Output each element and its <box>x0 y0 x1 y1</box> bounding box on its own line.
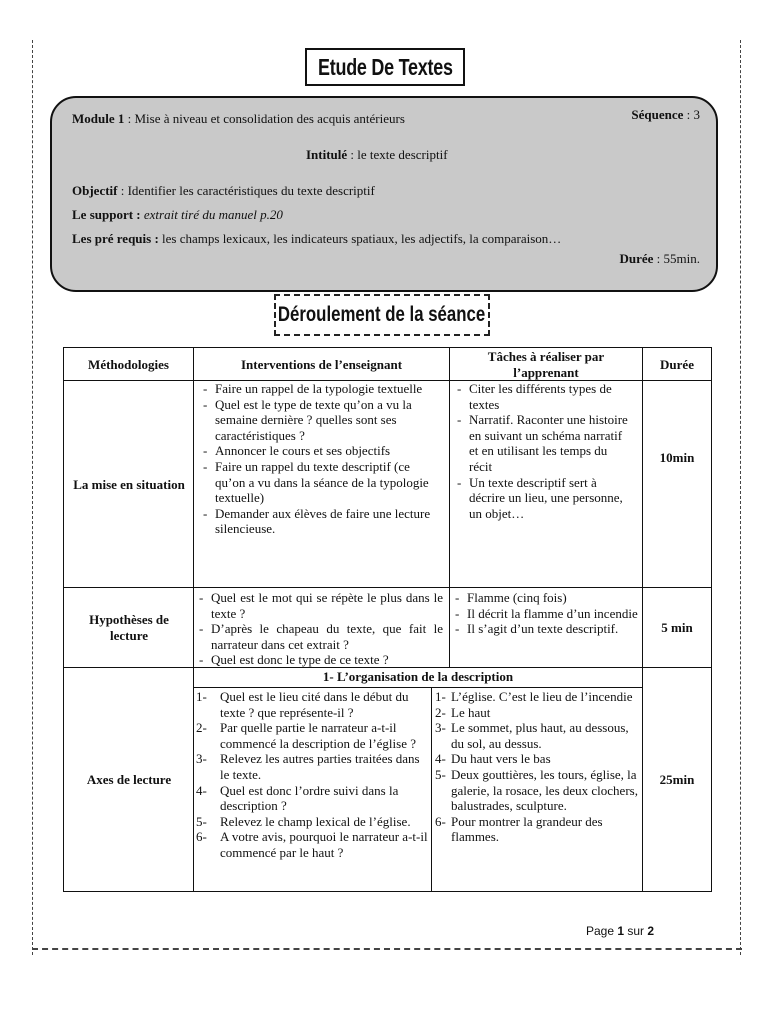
page-sur-label: sur <box>624 924 648 938</box>
lesson-table <box>63 347 712 892</box>
prerequis-label: Les pré requis : <box>72 231 159 246</box>
table-border-top <box>63 347 712 348</box>
module-text: : Mise à niveau et consolidation des acquis antérieurs <box>124 111 405 126</box>
document-title-box <box>305 48 465 86</box>
table-col-divider <box>193 347 194 892</box>
support-line <box>72 207 283 223</box>
list-item: - Quel est donc le type de ce texte ? <box>197 652 443 668</box>
intitule-text: : le texte descriptif <box>347 147 448 162</box>
list-item: - Citer les différents types de textes <box>455 381 633 412</box>
module-label: Module 1 <box>72 111 125 126</box>
section-title: Déroulement de la séance <box>278 303 486 326</box>
prerequis-text: les champs lexicaux, les indicateurs spatiaux, les adjectifs, la comparaison… <box>158 231 562 246</box>
header-duree: Durée <box>660 356 694 372</box>
row-label-hypotheses: Hypothèses de lecture <box>89 612 169 643</box>
learner-answers-3 <box>435 689 639 845</box>
section-title-box <box>274 294 490 336</box>
duree-label: Durée <box>619 251 654 266</box>
objectif-text: : Identifier les caractéristiques du texte descriptif <box>117 183 375 198</box>
page-number: 1 <box>617 924 625 938</box>
page-border-left <box>32 40 33 955</box>
list-item: 2- Le haut <box>435 704 491 720</box>
page-border-right <box>740 40 741 955</box>
table-border-right <box>711 347 712 892</box>
header-methodologies: Méthodologies <box>88 356 169 372</box>
list-item: - Narratif. Raconter une histoire en suivant un schéma narratif et en utilisant les temps du récit <box>455 412 633 474</box>
document-title: Etude De Textes <box>317 53 453 80</box>
list-item: 3- Le sommet, plus haut, au dessous, du sol, au dessus. <box>435 720 629 751</box>
list-item: 4- Quel est donc l’ordre suivi dans la description ? <box>196 782 399 814</box>
header-taches: Tâches à réaliser par l’apprenant <box>487 348 605 380</box>
list-item: - Faire un rappel de la typologie textuelle <box>201 381 441 397</box>
table-col-divider <box>431 687 432 892</box>
intitule-line <box>306 147 448 163</box>
duree-row-3: 25min <box>659 772 695 788</box>
list-item: - Faire un rappel du texte descriptif (ce qu’on a vu dans la séance de la typologie textuelle) <box>201 459 441 506</box>
objectif-label: Objectif <box>72 183 118 198</box>
list-item: - Quel est le type de texte qu’on a vu la semaine dernière ? quelles sont ses caractéristiques ? <box>201 397 441 444</box>
list-item: 4- Du haut vers le bas <box>435 751 551 767</box>
support-text: extrait tiré du manuel p.20 <box>140 207 283 222</box>
list-item: 5- Relevez le champ lexical de l’église. <box>196 813 411 829</box>
duree-value: : 55min. <box>653 251 700 266</box>
row-label-axes-de-lecture: Axes de lecture <box>86 772 172 788</box>
table-subheader-divider <box>193 687 642 688</box>
list-item: 2- Par quelle partie le narrateur a-t-il commencé la description de l’église ? <box>196 720 417 751</box>
table-col-divider <box>449 347 450 667</box>
table-col-divider <box>642 347 643 892</box>
list-item: 6- Pour montrer la grandeur des flammes. <box>435 813 603 845</box>
teacher-interventions-2 <box>197 590 443 668</box>
sequence-line <box>631 107 700 123</box>
objectif-line <box>72 183 375 199</box>
learner-tasks-2 <box>453 590 639 637</box>
list-item: 3- Relevez les autres parties traitées dans le texte. <box>196 751 420 782</box>
duree-row-2: 5 min <box>661 620 693 636</box>
table-border-left <box>63 347 64 892</box>
list-item: 5- Deux gouttières, les tours, église, la galerie, la rosace, les deux clochers, balustrades, sculpture. <box>435 766 638 814</box>
duree-row-1: 10min <box>659 450 695 466</box>
module-line <box>72 111 405 127</box>
list-item: - Annoncer le cours et ses objectifs <box>201 443 441 459</box>
teacher-interventions-1 <box>201 381 441 537</box>
session-info-box <box>50 96 718 292</box>
page-footer <box>586 924 654 938</box>
teacher-questions-3 <box>196 689 428 861</box>
list-item: - Un texte descriptif sert à décrire un lieu, une personne, un objet… <box>455 475 633 522</box>
list-item: - Il décrit la flamme d’un incendie <box>453 606 639 622</box>
page-label: Page <box>586 924 618 938</box>
duree-line <box>619 251 700 267</box>
prerequis-line <box>72 231 561 247</box>
sequence-value: : 3 <box>683 107 700 122</box>
axes-section-title: 1- L’organisation de la description <box>322 669 514 684</box>
list-item: 6- A votre avis, pourquoi le narrateur a-t-il commencé par le haut ? <box>196 829 428 860</box>
learner-tasks-1 <box>455 381 633 521</box>
row-label-mise-en-situation: La mise en situation <box>73 476 185 492</box>
list-item: - Demander aux élèves de faire une lecture silencieuse. <box>201 506 441 537</box>
page-border-bottom <box>32 948 742 950</box>
intitule-label: Intitulé <box>306 147 348 162</box>
list-item: - Il s’agit d’un texte descriptif. <box>453 621 639 637</box>
list-item: - Flamme (cinq fois) <box>453 590 639 606</box>
header-interventions: Interventions de l’enseignant <box>240 356 403 372</box>
table-row-divider <box>63 587 712 588</box>
list-item: - Quel est le mot qui se répète le plus dans le texte ? <box>197 590 443 621</box>
list-item: 1- L’église. C’est le lieu de l’incendie <box>435 689 633 704</box>
list-item: 1- Quel est le lieu cité dans le début du texte ? que représente-il ? <box>196 689 409 720</box>
table-border-bottom <box>63 891 712 892</box>
sequence-label: Séquence <box>631 107 684 122</box>
list-item: - D’après le chapeau du texte, que fait le narrateur dans cet extrait ? <box>197 621 443 652</box>
page-total: 2 <box>647 924 655 938</box>
support-label: Le support : <box>72 207 141 222</box>
